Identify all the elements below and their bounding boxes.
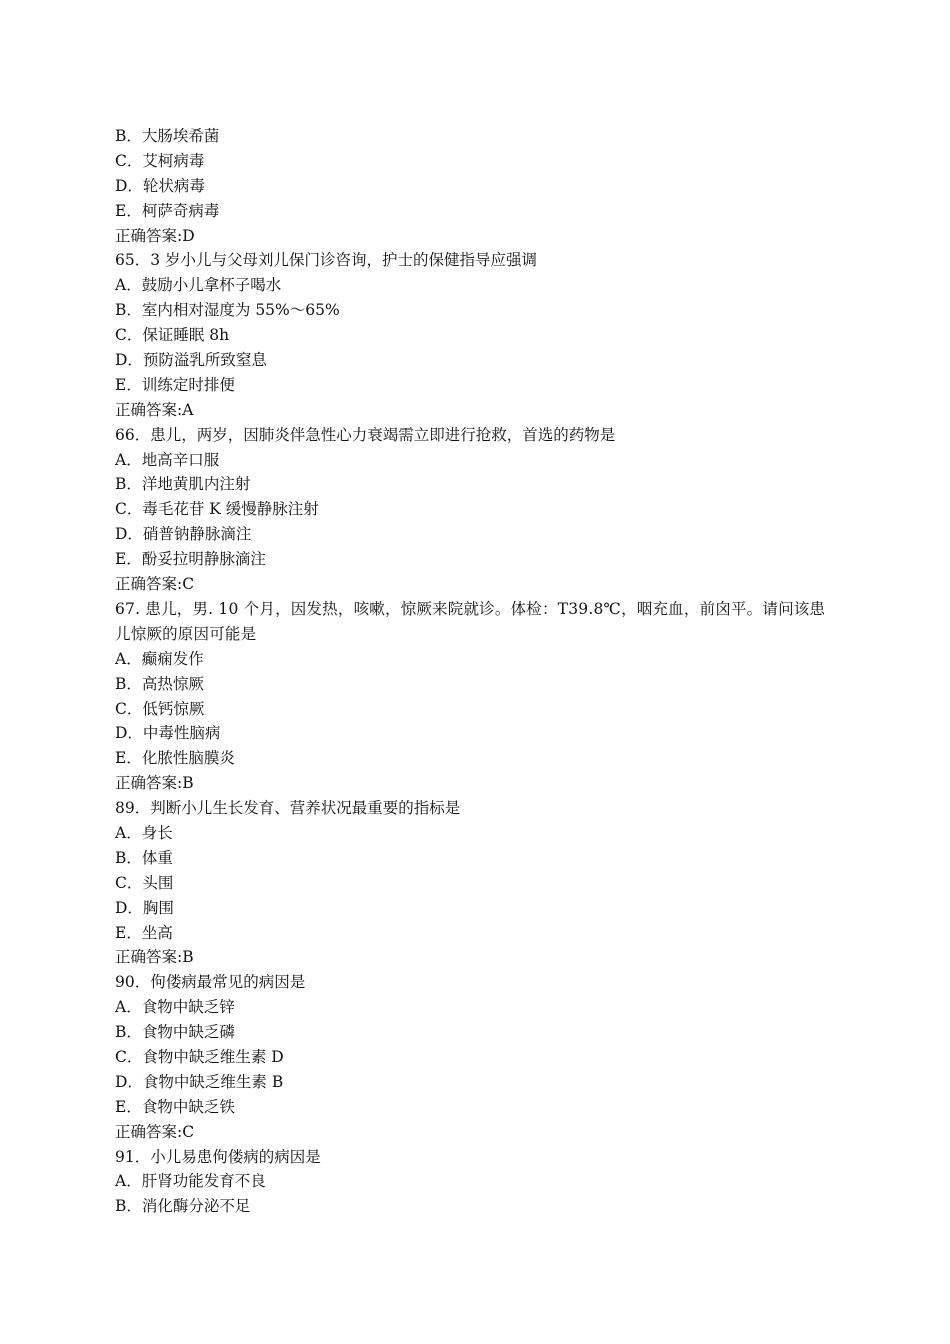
option-d: D．预防溢乳所致窒息 bbox=[115, 351, 267, 370]
option-e: E．化脓性脑膜炎 bbox=[115, 749, 235, 768]
option-c: C．保证睡眠 8h bbox=[115, 326, 230, 345]
option-c: C．食物中缺乏维生素 D bbox=[115, 1047, 284, 1066]
question-66: 66．患儿，两岁，因肺炎伴急性心力衰竭需立即进行抢救，首选的药物是 bbox=[115, 425, 616, 444]
option-e: E．坐高 bbox=[115, 923, 173, 942]
option-d: D．食物中缺乏维生素 B bbox=[115, 1072, 284, 1091]
question-90: 90．佝偻病最常见的病因是 bbox=[115, 973, 306, 992]
question-89: 89．判断小儿生长发育、营养状况最重要的指标是 bbox=[115, 799, 461, 818]
option-b: B．大肠埃希菌 bbox=[115, 127, 220, 145]
option-e: E．酚妥拉明静脉滴注 bbox=[115, 550, 266, 569]
option-b: B．食物中缺乏磷 bbox=[115, 1023, 235, 1042]
option-a: A．肝肾功能发育不良 bbox=[115, 1172, 266, 1191]
option-e: E．柯萨奇病毒 bbox=[115, 201, 220, 220]
option-c: C．艾柯病毒 bbox=[115, 151, 205, 170]
option-b: B．高热惊厥 bbox=[115, 674, 204, 693]
option-d: D．胸围 bbox=[115, 898, 174, 917]
correct-answer: 正确答案:B bbox=[115, 774, 194, 793]
question-67: 67. 患儿，男. 10 个月，因发热，咳嗽，惊厥来院就诊。体检：T39.8℃，咽充血，前囟平。请问该患儿惊厥的原因可能是 bbox=[115, 599, 826, 643]
option-d: D．轮状病毒 bbox=[115, 176, 205, 195]
option-e: E．食物中缺乏铁 bbox=[115, 1097, 235, 1116]
option-a: A．地高辛口服 bbox=[115, 450, 220, 469]
question-65: 65．3 岁小儿与父母刘儿保门诊咨询，护士的保健指导应强调 bbox=[115, 251, 538, 270]
option-a: A．食物中缺乏锌 bbox=[115, 998, 235, 1017]
option-d: D．中毒性脑病 bbox=[115, 724, 221, 743]
correct-answer: 正确答案:D bbox=[115, 226, 195, 245]
option-a: A．鼓励小儿拿杯子喝水 bbox=[115, 276, 282, 295]
option-b: B．体重 bbox=[115, 848, 173, 867]
option-c: C．头围 bbox=[115, 873, 174, 892]
correct-answer: 正确答案:A bbox=[115, 400, 194, 419]
option-b: B．洋地黄肌内注射 bbox=[115, 475, 251, 494]
correct-answer: 正确答案:C bbox=[115, 1122, 195, 1141]
option-b: B．消化酶分泌不足 bbox=[115, 1197, 251, 1216]
correct-answer: 正确答案:C bbox=[115, 575, 195, 594]
option-b: B．室内相对湿度为 55%～65% bbox=[115, 301, 340, 320]
option-a: A．癫痫发作 bbox=[115, 649, 204, 668]
question-91: 91．小儿易患佝偻病的病因是 bbox=[115, 1147, 321, 1166]
option-e: E．训练定时排便 bbox=[115, 375, 235, 394]
option-c: C．低钙惊厥 bbox=[115, 699, 205, 718]
document-body bbox=[115, 124, 840, 1219]
correct-answer: 正确答案:B bbox=[115, 948, 194, 967]
option-d: D．硝普钠静脉滴注 bbox=[115, 525, 252, 544]
option-a: A．身长 bbox=[115, 823, 173, 842]
option-c: C．毒毛花苷 K 缓慢静脉注射 bbox=[115, 500, 319, 519]
